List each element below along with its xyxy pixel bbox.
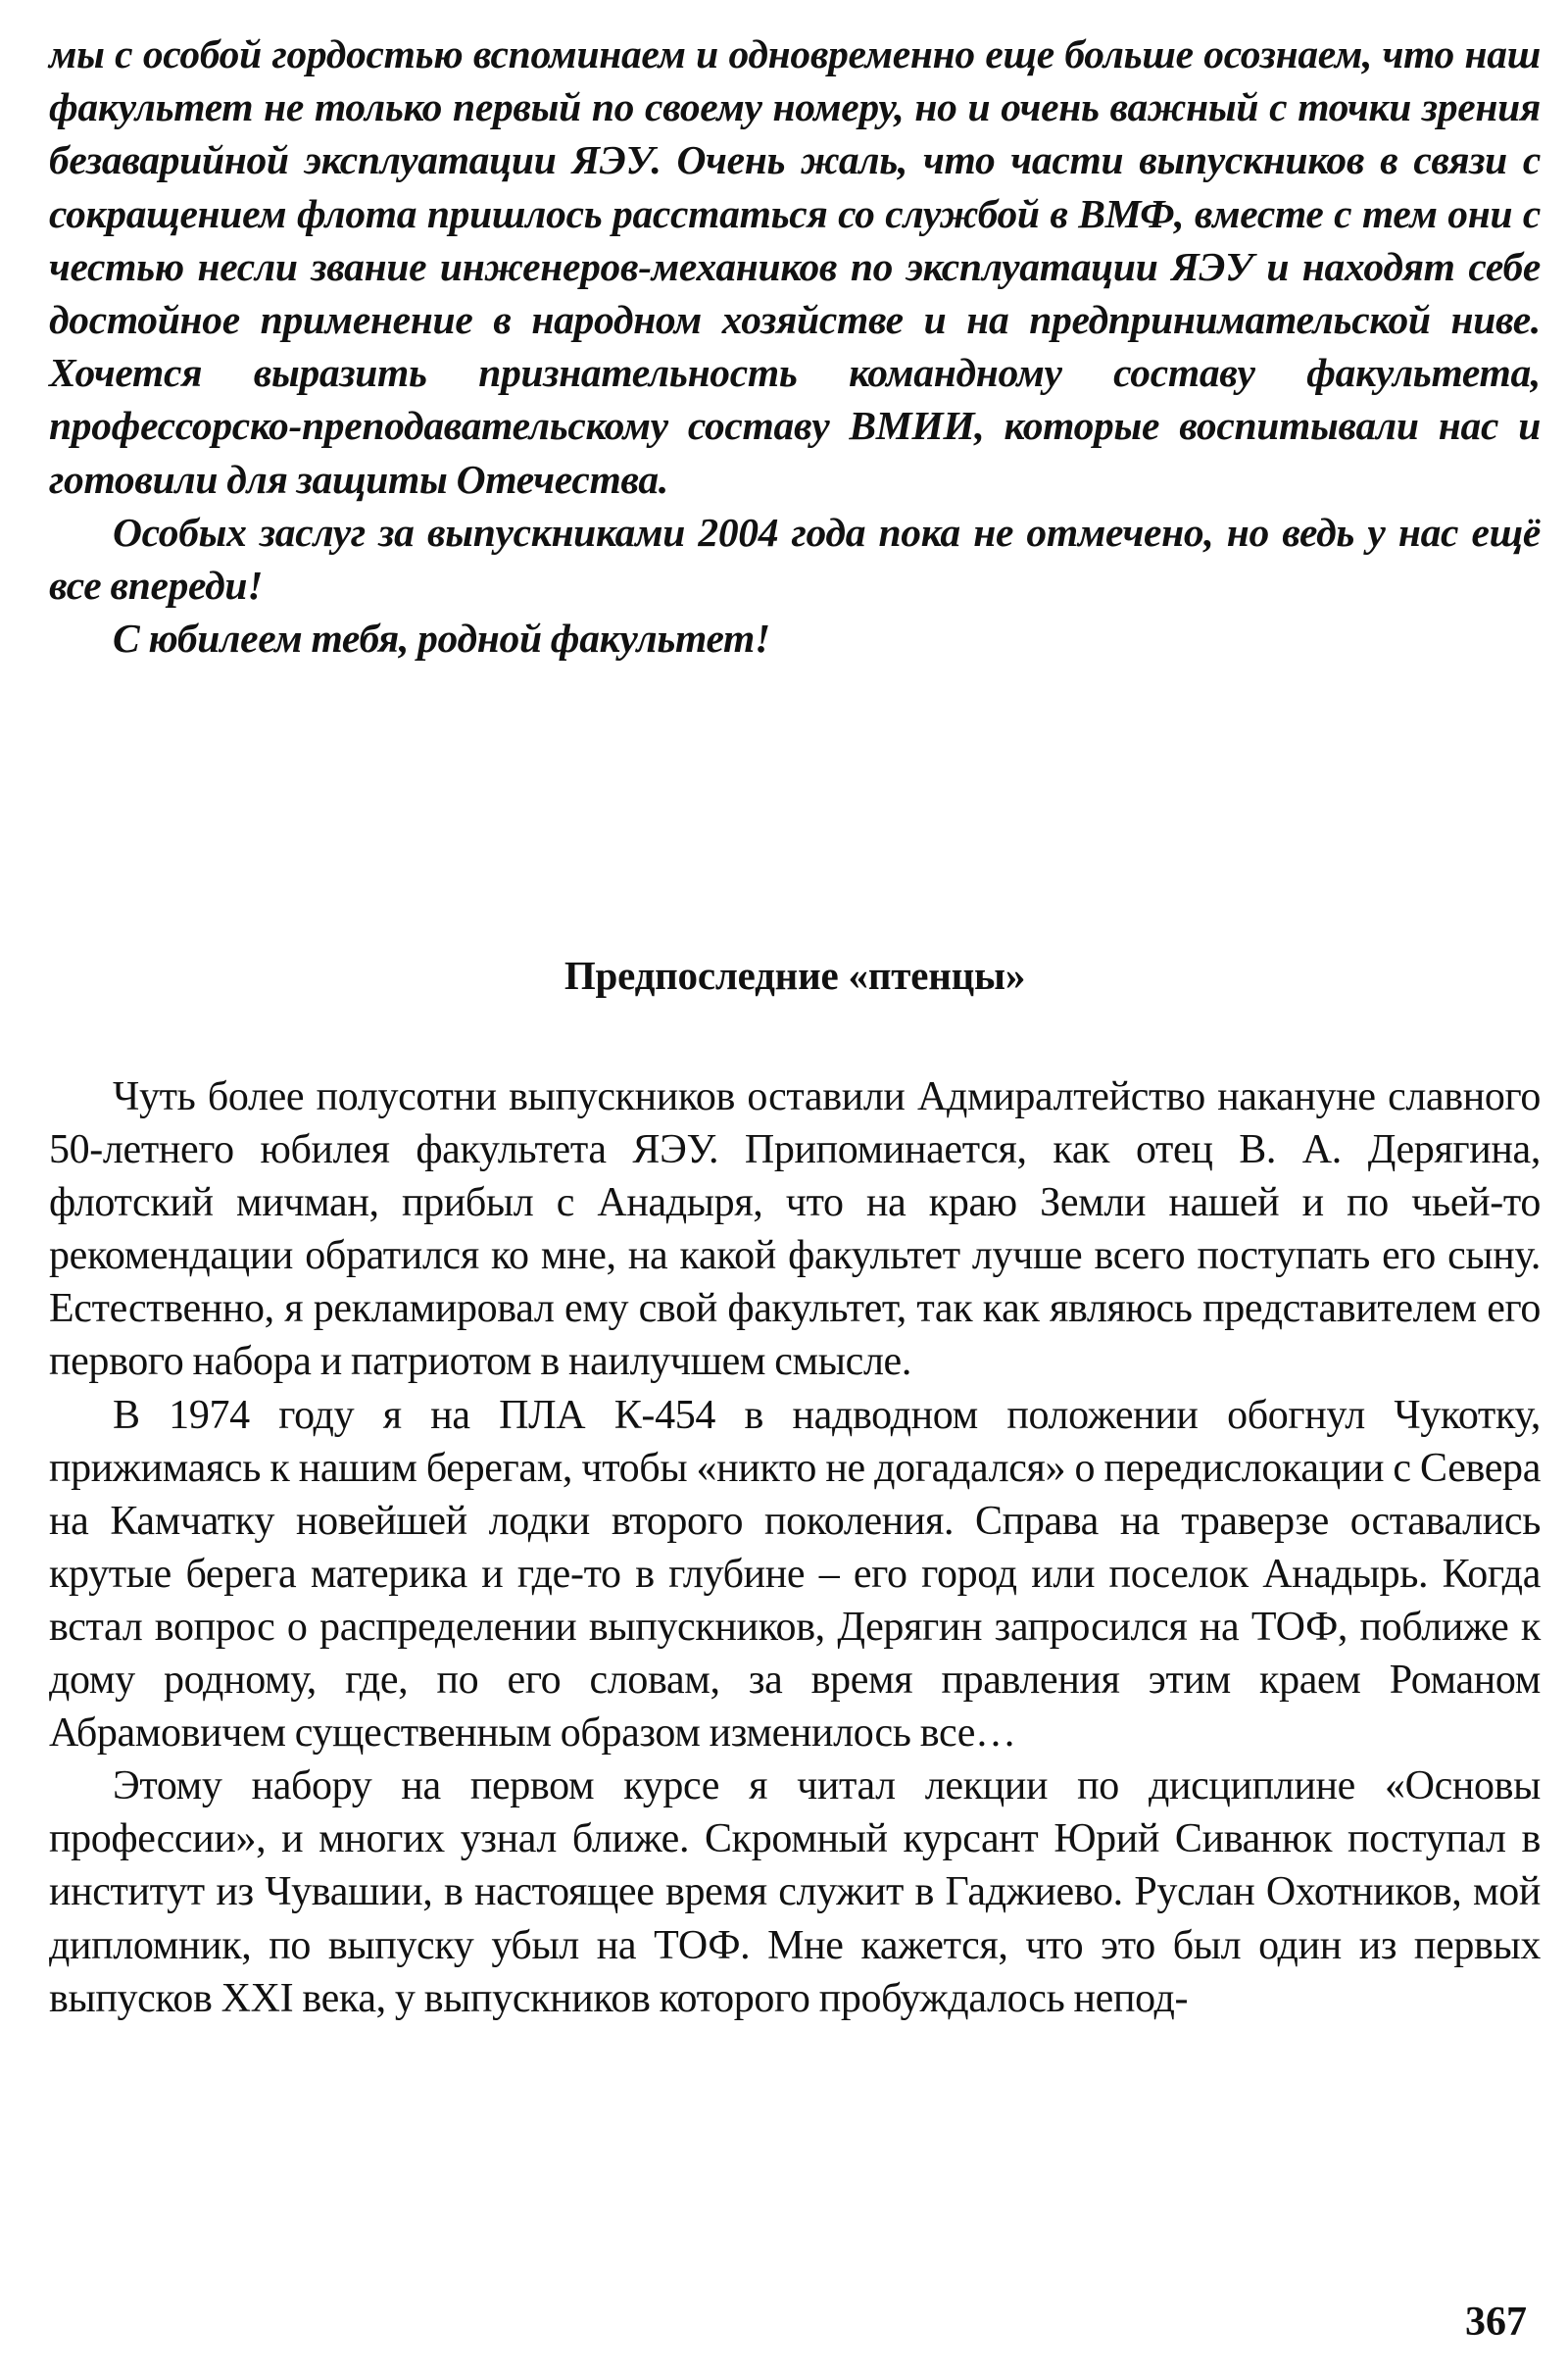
book-page xyxy=(49,27,1541,2351)
italic-closing-block xyxy=(49,27,1541,665)
body-paragraph-2: В 1974 году я на ПЛА К-454 в надводном положении обогнул Чукотку, прижимаясь к нашим берегам, чтобы «никто не догадался» о передислокации с Севера на Камчатку новейшей лодки второго поколения. Справа на траверзе оставались крутые берега материка и где-то в глубине – его город или поселок Анадырь. Когда встал вопрос о распределении выпускников, Дерягин запросился на ТОФ, поближе к дому родному, где, по его словам, за время правления этим краем Романом Абрамовичем существенным образом изменилось все… xyxy=(49,1392,1541,1757)
body-paragraph-1: Чуть более полусотни выпускников оставили Адмиралтейство накануне славного 50-летнего юбилея факультета ЯЭУ. Припоминается, как отец В. А. Дерягина, флотский мичман, прибыл с Анадыря, что на краю Земли нашей и по чьей-то рекомендации обратился ко мне, на какой факультет лучше всего поступать его сыну. Естественно, я рекламировал ему свой факультет, так как являюсь представителем его первого набора и патриотом в наилучшем смысле. xyxy=(49,1074,1541,1385)
section-title: Предпоследние «птенцы» xyxy=(564,953,1026,998)
body-paragraph-3: Этому набору на первом курсе я читал лекции по дисциплине «Основы профессии», и многих узнал ближе. Скромный курсант Юрий Сиванюк поступал в институт из Чувашии, в настоящее время служит в Гаджиево. Руслан Охотников, мой дипломник, по выпуску убыл на ТОФ. Мне кажется, что это был один из первых выпусков XXI века, у выпускников которого пробуждалось непод- xyxy=(49,1763,1541,2021)
page-number: 367 xyxy=(1465,2300,1527,2345)
italic-paragraph-3: С юбилеем тебя, родной факультет! xyxy=(113,616,770,662)
italic-paragraph-2: Особых заслуг за выпускниками 2004 года пока не отмечено, но ведь у нас ещё все впереди! xyxy=(49,509,1541,609)
body-text xyxy=(49,1070,1541,2025)
italic-paragraph-1: мы с особой гордостью вспоминаем и одновременно еще больше осознаем, что наш факультет не только первый по своему номеру, но и очень важный с точки зрения безаварийной эксплуатации ЯЭУ. Очень жаль, что части выпускников в связи с сокращением флота пришлось расстаться со службой в ВМФ, вместе с тем они с честью несли звание инженеров-механиков по эксплуатации ЯЭУ и находят себе достойное применение в народном хозяйстве и на предпринимательской ниве. Хочется выразить признательность командному составу факультета, профессорско-преподавательскому составу ВМИИ, которые воспитывали нас и готовили для защиты Отечества. xyxy=(49,31,1541,502)
